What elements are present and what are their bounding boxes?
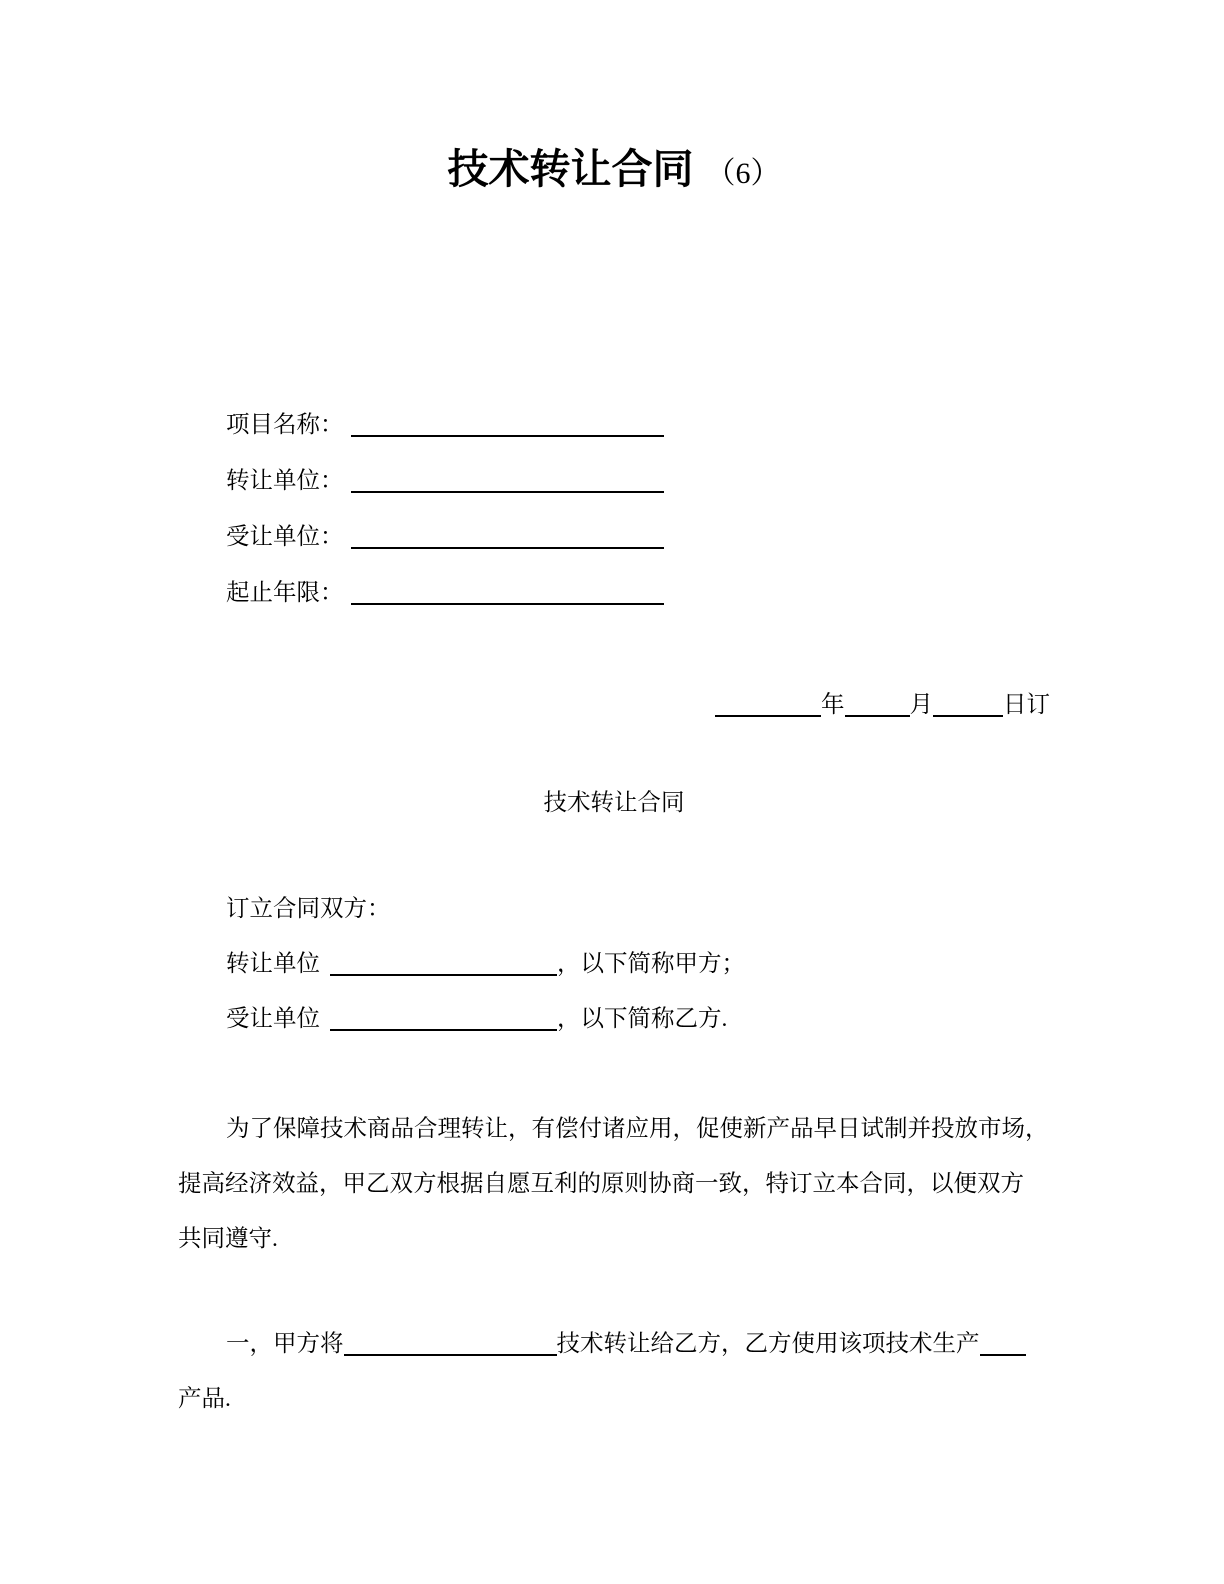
field-duration (178, 565, 1050, 621)
preamble-line: 共同遵守. (178, 1226, 278, 1252)
field-label: 转让单位： (226, 468, 344, 494)
year-blank (715, 691, 821, 717)
page-title-suffix: （6） (705, 157, 781, 190)
clause-1-middle: 技术转让给乙方，乙方使用该项技术生产 (556, 1331, 980, 1357)
transferee-blank (351, 523, 664, 549)
party-b-label: 受让单位 (226, 1006, 320, 1032)
day-blank (933, 691, 1003, 717)
month-label: 月 (909, 692, 933, 718)
clause-1-prefix: 一，甲方将 (226, 1331, 344, 1357)
clause-1 (178, 1317, 1050, 1427)
day-label: 日订 (1003, 692, 1050, 718)
date-line (178, 677, 1050, 733)
field-project-name (178, 397, 1050, 453)
parties-heading: 订立合同双方： (226, 896, 391, 922)
preamble-line: 为了保障技术商品合理转让，有偿付诸应用，促使新产品早日试制并投放市场， (226, 1116, 1049, 1142)
field-label: 受让单位： (226, 524, 344, 550)
document-subtitle: 技术转让合同 (543, 790, 685, 816)
field-label: 项目名称： (226, 412, 344, 438)
party-a-blank (330, 950, 557, 976)
party-b-line (178, 992, 1050, 1047)
field-label: 起止年限： (226, 580, 344, 606)
page-title (178, 0, 1050, 205)
party-a-suffix: ，以下简称甲方； (557, 951, 745, 977)
month-blank (845, 691, 910, 717)
year-label: 年 (821, 692, 845, 718)
page-title-text: 技术转让合同 (447, 146, 694, 192)
party-b-suffix: ，以下简称乙方. (557, 1006, 728, 1032)
clause-1-product-blank (980, 1330, 1026, 1356)
party-a-label: 转让单位 (226, 951, 320, 977)
clause-1-technology-blank (344, 1330, 557, 1356)
clause-1-tail: 产品. (178, 1386, 231, 1412)
duration-blank (351, 579, 664, 605)
clause-1-line (178, 1317, 1050, 1372)
party-b-blank (330, 1005, 557, 1031)
field-transferee (178, 509, 1050, 565)
preamble-line: 提高经济效益，甲乙双方根据自愿互利的原则协商一致，特订立本合同，以便双方 (178, 1171, 1024, 1197)
parties-section (178, 882, 1050, 1047)
party-a-line (178, 937, 1050, 992)
project-name-blank (351, 411, 664, 437)
preamble-paragraph (178, 1102, 1050, 1267)
form-section (178, 397, 1050, 621)
field-transferor (178, 453, 1050, 509)
transferor-blank (351, 467, 664, 493)
